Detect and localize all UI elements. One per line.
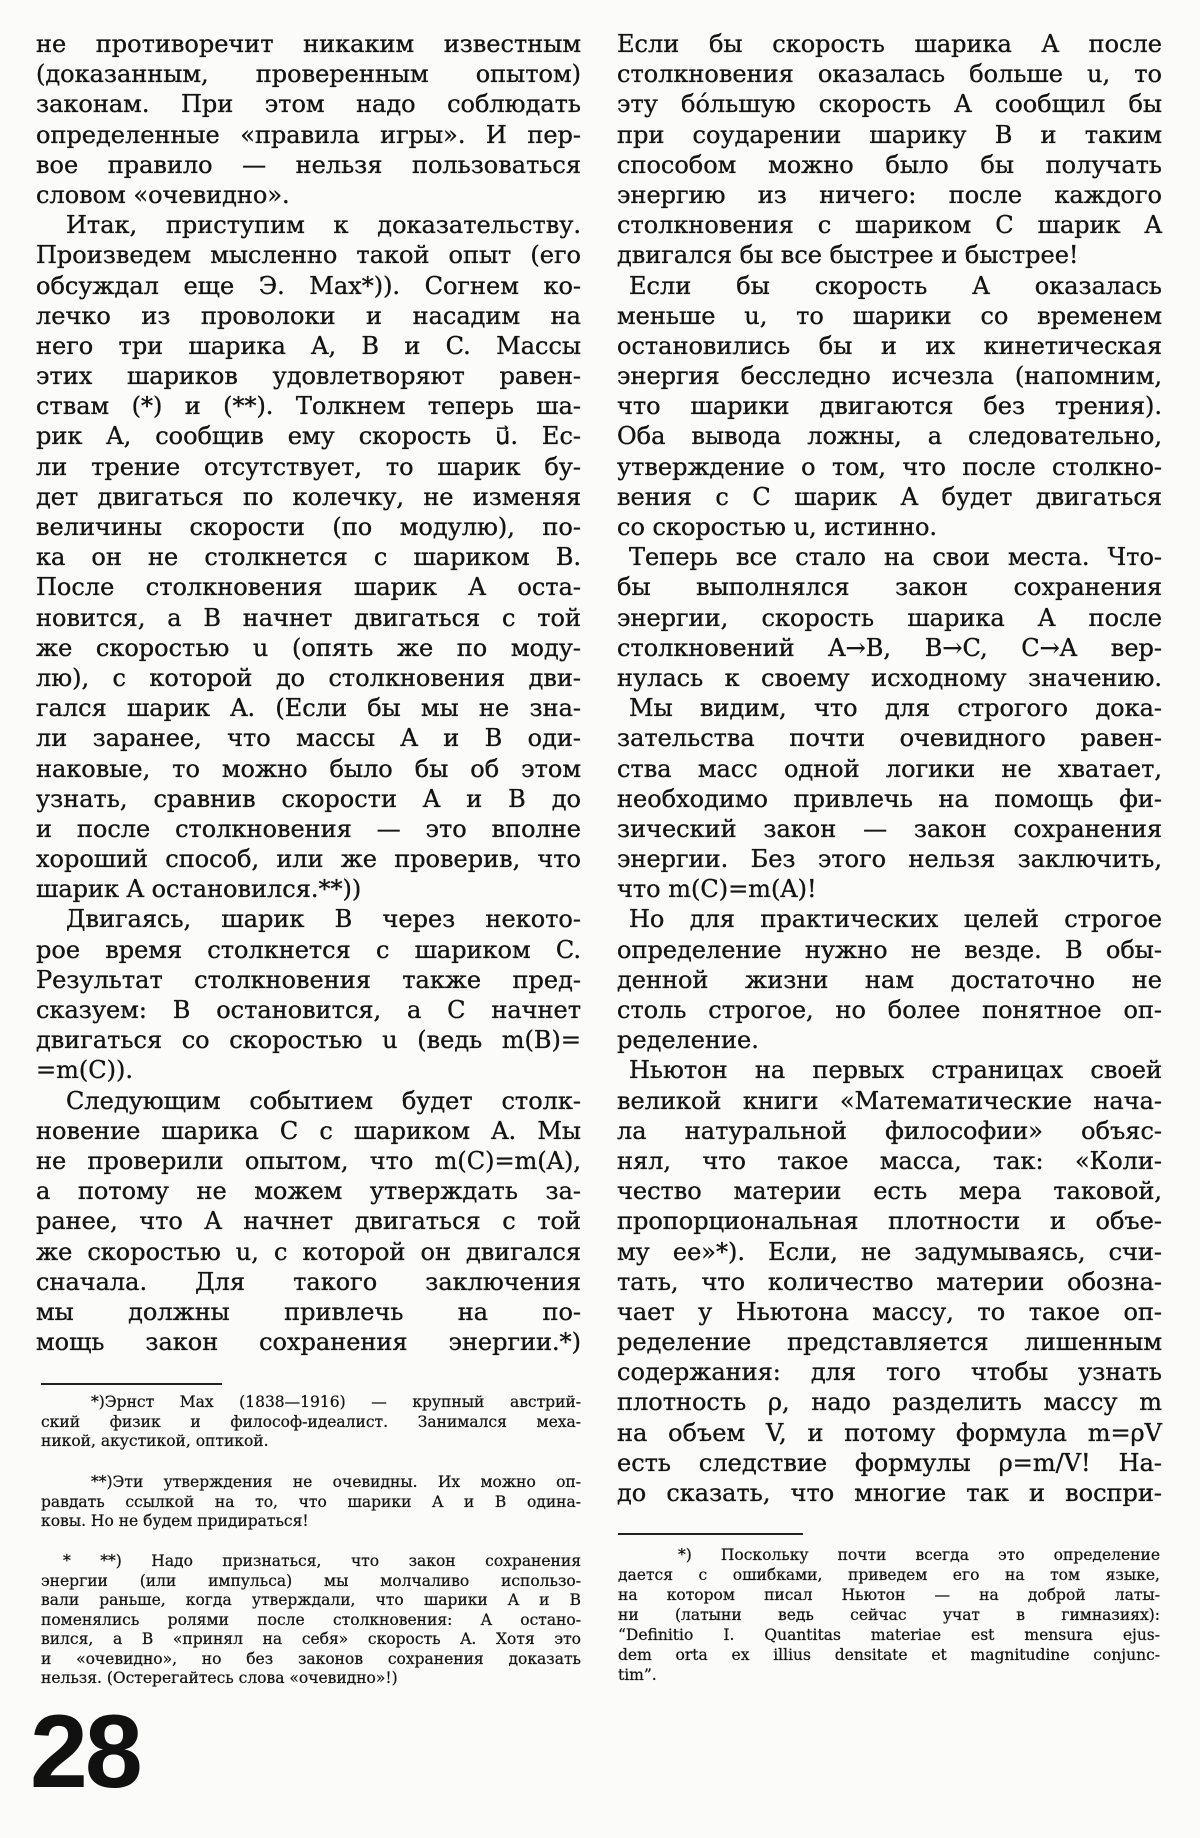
text-line: ределение представляется лишенным [617, 1328, 1162, 1357]
text-line: пропорциональная плотности и объе- [617, 1207, 1162, 1236]
text-line: определение нужно не везде. В обы- [617, 935, 1162, 964]
text-line: лю), с которой до столкновения дви- [36, 663, 581, 692]
text-line: что шарики двигаются без трения). [617, 392, 1162, 421]
text-line: а потому не можем утверждать за- [36, 1177, 581, 1206]
text-line: законам. При этом надо соблюдать [36, 90, 581, 119]
text-line: чает у Ньютона массу, то такое оп- [617, 1297, 1162, 1326]
paragraph [36, 904, 581, 1085]
text-line: вали раньше, когда утверждали, что шарики A и B [41, 1591, 581, 1609]
text-line: великой книги «Математические нача- [617, 1086, 1162, 1115]
paragraph [41, 1552, 581, 1689]
text-line: этих шариков удовлетворяют равен- [36, 362, 581, 391]
text-line: =m(C)). [36, 1056, 133, 1085]
text-line: не противоречит никаким известным [36, 30, 581, 58]
text-line: Итак, приступим к доказательству. [66, 211, 581, 240]
text-line: Теперь все стало на свои места. Что- [629, 543, 1162, 572]
text-line: столкновения с шариком C шарик A [617, 211, 1162, 240]
text-line: энергия бесследно исчезла (напомним, [617, 362, 1162, 391]
text-line: ли трение отсутствует, то шарик бу- [36, 452, 581, 481]
text-line: дет двигаться по колечку, не изменяя [36, 482, 581, 511]
text-line: вения с C шарик A будет двигаться [617, 482, 1162, 511]
text-line: **)Эти утверждения не очевидны. Их можно оп- [91, 1473, 581, 1491]
text-line: ни (латыни ведь сейчас учат в гимназиях): [618, 1606, 1160, 1624]
text-line: есть следствие формулы ρ=m/V! На- [617, 1448, 1162, 1477]
paragraph [36, 1086, 581, 1358]
text-line: вился, а B «принял на себя» скорость A. Хотя это [41, 1630, 581, 1648]
text-line: утверждение о том, что после столкно- [617, 452, 1162, 481]
text-line: ли заранее, что массы A и B оди- [36, 724, 581, 753]
text-line: остановились бы и их кинетическая [617, 331, 1162, 360]
paragraph [617, 1055, 1162, 1508]
text-line: способом можно было бы получать [617, 150, 1162, 179]
text-line: на объем V, и потому формула m=ρV [617, 1418, 1162, 1447]
text-line: хороший способ, или же проверив, что [36, 845, 581, 874]
text-line: что m(C)=m(A)! [617, 875, 817, 904]
text-line: и после столкновения — это вполне [36, 814, 581, 843]
text-line: мы должны привлечь на по- [36, 1297, 581, 1326]
text-line: равдать ссылкой на то, что шарики A и B одина- [41, 1492, 581, 1511]
text-line: плотность ρ, надо разделить массу m [617, 1388, 1162, 1417]
text-line: меньше u, то шарики со временем [617, 301, 1162, 330]
paragraph [617, 693, 1162, 904]
text-line: сначала. Для такого заключения [36, 1267, 581, 1296]
text-line: Но для практических целей строгое [629, 905, 1162, 934]
text-line: Оба вывода ложны, а следовательно, [617, 422, 1162, 451]
text-line: энергии, скорость шарика A после [617, 603, 1162, 632]
text-line: энергию из ничего: после каждого [617, 180, 1162, 209]
text-line: ковы. Но не будем придираться! [41, 1512, 309, 1530]
text-line: никой, акустикой, оптикой. [41, 1432, 269, 1450]
text-line: ский физик и философ-идеалист. Занимался меха- [41, 1412, 581, 1431]
text-line: бы выполнялся закон сохранения [617, 573, 1162, 602]
paragraph [617, 542, 1162, 693]
paragraph [617, 271, 1162, 543]
text-line: двигаться со скоростью u (ведь m(B)= [36, 1026, 581, 1055]
paragraph [618, 1545, 1160, 1685]
text-line: денной жизни нам достаточно не [617, 965, 1162, 994]
footnote-1 [41, 1393, 581, 1452]
text-line: ределение. [617, 1026, 759, 1055]
text-line: него три шарика A, B и C. Массы [36, 331, 581, 360]
text-line: Мы видим, что для строгого дока- [629, 694, 1162, 723]
text-line: обсуждал еще Э. Мах*)). Согнем ко- [36, 271, 581, 300]
text-line: *) Поскольку почти всегда это определение [678, 1546, 1160, 1564]
text-line: нельзя. (Остерегайтесь слова «очевидно»!) [41, 1669, 398, 1687]
text-line: *)Эрнст Мах (1838—1916) — крупный австрий- [91, 1393, 581, 1411]
footnote-2 [41, 1473, 581, 1532]
text-line: нял, что такое масса, так: «Коли- [617, 1146, 1162, 1175]
text-line: ка он не столкнется с шариком B. [36, 543, 581, 572]
paragraph [36, 210, 581, 904]
text-line: Ньютон на первых страницах своей [629, 1056, 1162, 1085]
paragraph [617, 29, 1162, 271]
text-line: при соударении шарику B и таким [617, 120, 1162, 149]
text-line: нулась к своему исходному значению. [617, 663, 1162, 692]
text-line: столкновения оказалась больше u, то [617, 60, 1162, 89]
text-line: Если бы скорость шарика A после [617, 30, 1162, 58]
text-line: вое правило — нельзя пользоваться [36, 150, 581, 179]
text-line: После столкновения шарик A оста- [36, 573, 581, 602]
text-line: поменялись ролями после столкновения: A остано- [41, 1610, 581, 1629]
text-line: ранее, что A начнет двигаться с той [36, 1207, 581, 1236]
text-line: тать, что количество материи обозна- [617, 1267, 1162, 1296]
paragraph [41, 1393, 581, 1452]
text-line: Следующим событием будет столк- [66, 1086, 581, 1115]
text-line: энергии. Без этого нельзя заключить, [617, 845, 1162, 874]
text-line: рое время столкнется с шариком C. [36, 935, 581, 964]
text-line: необходимо привлечь на помощь фи- [617, 784, 1162, 813]
text-line: со скоростью u, истинно. [617, 513, 938, 541]
text-line: и «очевидно», но без законов сохранения доказать [41, 1649, 581, 1668]
text-line: новится, а B начнет двигаться с той [36, 603, 581, 632]
text-line: tim”. [618, 1666, 657, 1684]
text-line: рик A, сообщив ему скорость u⃗. Ес- [36, 422, 581, 451]
text-line: ствам (*) и (**). Толкнем теперь ша- [36, 392, 581, 421]
text-line: новение шарика C с шариком A. Мы [36, 1116, 581, 1145]
text-line: гался шарик A. (Если бы мы не зна- [36, 694, 581, 723]
footnote-right [618, 1545, 1160, 1685]
right-text-column [617, 29, 1162, 1508]
text-line: словом «очевидно». [36, 180, 290, 209]
text-line: столь строгое, но более понятное оп- [617, 996, 1162, 1024]
paragraph [36, 29, 581, 210]
text-line: не проверили опытом, что m(C)=m(A), [36, 1146, 581, 1175]
text-line: дается с ошибками, приведем его на том языке, [618, 1566, 1160, 1584]
text-line: мощь закон сохранения энергии.*) [36, 1328, 581, 1357]
text-line: ства масс одной логики не хватает, [617, 754, 1162, 783]
text-line: столкновений A→B, B→C, C→A вер- [617, 633, 1162, 662]
text-line: величины скорости (по модулю), по- [36, 513, 581, 541]
text-line: “Definitio I. Quantitas materiae est mensura ejus- [618, 1626, 1160, 1644]
text-line: наковые, то можно было бы об этом [36, 754, 581, 783]
text-line: двигался бы все быстрее и быстрее! [617, 241, 1079, 270]
text-line: энергии (или импульса) мы молчаливо использо- [41, 1571, 581, 1590]
text-line: эту бо́льшую скорость A сообщил бы [617, 90, 1162, 119]
text-line: Результат столкновения также пред- [36, 965, 581, 994]
text-line: * **) Надо признаться, что закон сохранения [63, 1552, 581, 1570]
text-line: (доказанным, проверенным опытом) [36, 60, 581, 89]
text-line: же скоростью u, с которой он двигался [36, 1237, 581, 1266]
page-number: 28 [30, 1694, 140, 1810]
text-line: шарик A остановился.**)) [36, 875, 362, 904]
paragraph [41, 1473, 581, 1532]
text-line: му ее»*). Если, не задумываясь, счи- [617, 1237, 1162, 1266]
text-line: Произведем мысленно такой опыт (его [36, 241, 581, 270]
text-line: зический закон — закон сохранения [617, 814, 1162, 843]
text-line: чество материи есть мера таковой, [617, 1177, 1162, 1206]
text-line: сказуем: B остановится, а C начнет [36, 996, 581, 1024]
text-line: же скоростью u (опять же по моду- [36, 633, 581, 662]
text-line: определенные «правила игры». И пер- [36, 120, 581, 149]
text-line: dem orta ex illius densitate et magnitudine conjunc- [618, 1646, 1160, 1664]
text-line: ла натуральной философии» объяс- [617, 1116, 1162, 1145]
text-line: на котором писал Ньютон — на доброй латы- [618, 1586, 1160, 1604]
left-text-column [36, 29, 581, 1357]
text-line: до сказать, что многие так и воспри- [617, 1479, 1162, 1507]
footnote-divider-right [618, 1533, 803, 1535]
paragraph [617, 904, 1162, 1055]
text-line: Если бы скорость A оказалась [629, 271, 1162, 300]
text-line: Двигаясь, шарик B через некото- [66, 905, 581, 934]
text-line: узнать, сравнив скорости A и B до [36, 784, 581, 813]
text-line: содержания: для того чтобы узнать [617, 1358, 1162, 1387]
footnote-3 [41, 1552, 581, 1689]
text-line: лечко из проволоки и насадим на [36, 301, 581, 330]
footnote-divider-left [41, 1383, 222, 1385]
text-line: зательства почти очевидного равен- [617, 724, 1162, 753]
